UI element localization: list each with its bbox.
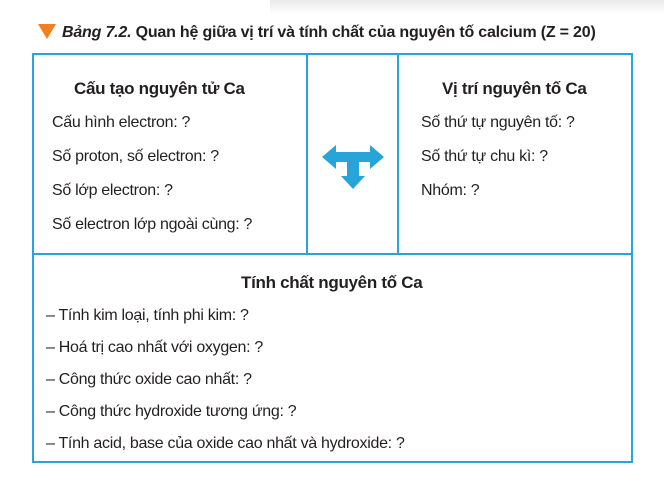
top-edge-shade	[270, 0, 664, 14]
list-item: – Tính kim loại, tính phi kim: ?	[46, 307, 249, 324]
list-item: Số proton, số electron: ?	[52, 148, 219, 165]
table-number: Bảng 7.2.	[62, 24, 132, 41]
properties-heading: Tính chất nguyên tố Ca	[241, 273, 423, 292]
table-caption	[38, 21, 596, 45]
list-item: Số thứ tự nguyên tố: ?	[421, 114, 575, 131]
divider-right	[397, 53, 399, 255]
divider-left	[306, 53, 308, 255]
divider-horizontal	[32, 253, 633, 255]
atomic-structure-heading: Cấu tạo nguyên tử Ca	[74, 79, 245, 98]
list-item: Cấu hình electron: ?	[52, 114, 191, 131]
list-item: – Công thức hydroxide tương ứng: ?	[46, 403, 297, 420]
list-item: Số electron lớp ngoài cùng: ?	[52, 216, 253, 233]
list-item: Số lớp electron: ?	[52, 182, 173, 199]
table-title: Quan hệ giữa vị trí và tính chất của nguyên tố calcium (Z = 20)	[135, 24, 596, 41]
position-heading: Vị trí nguyên tố Ca	[442, 79, 587, 98]
list-item: Số thứ tự chu kì: ?	[421, 148, 548, 165]
list-item: – Hoá trị cao nhất với oxygen: ?	[46, 339, 264, 356]
three-way-arrow-icon	[322, 142, 384, 190]
list-item: Nhóm: ?	[421, 182, 480, 199]
list-item: – Tính acid, base của oxide cao nhất và hydroxide: ?	[46, 435, 405, 452]
orange-triangle-icon	[38, 24, 56, 39]
list-item: – Công thức oxide cao nhất: ?	[46, 371, 252, 388]
